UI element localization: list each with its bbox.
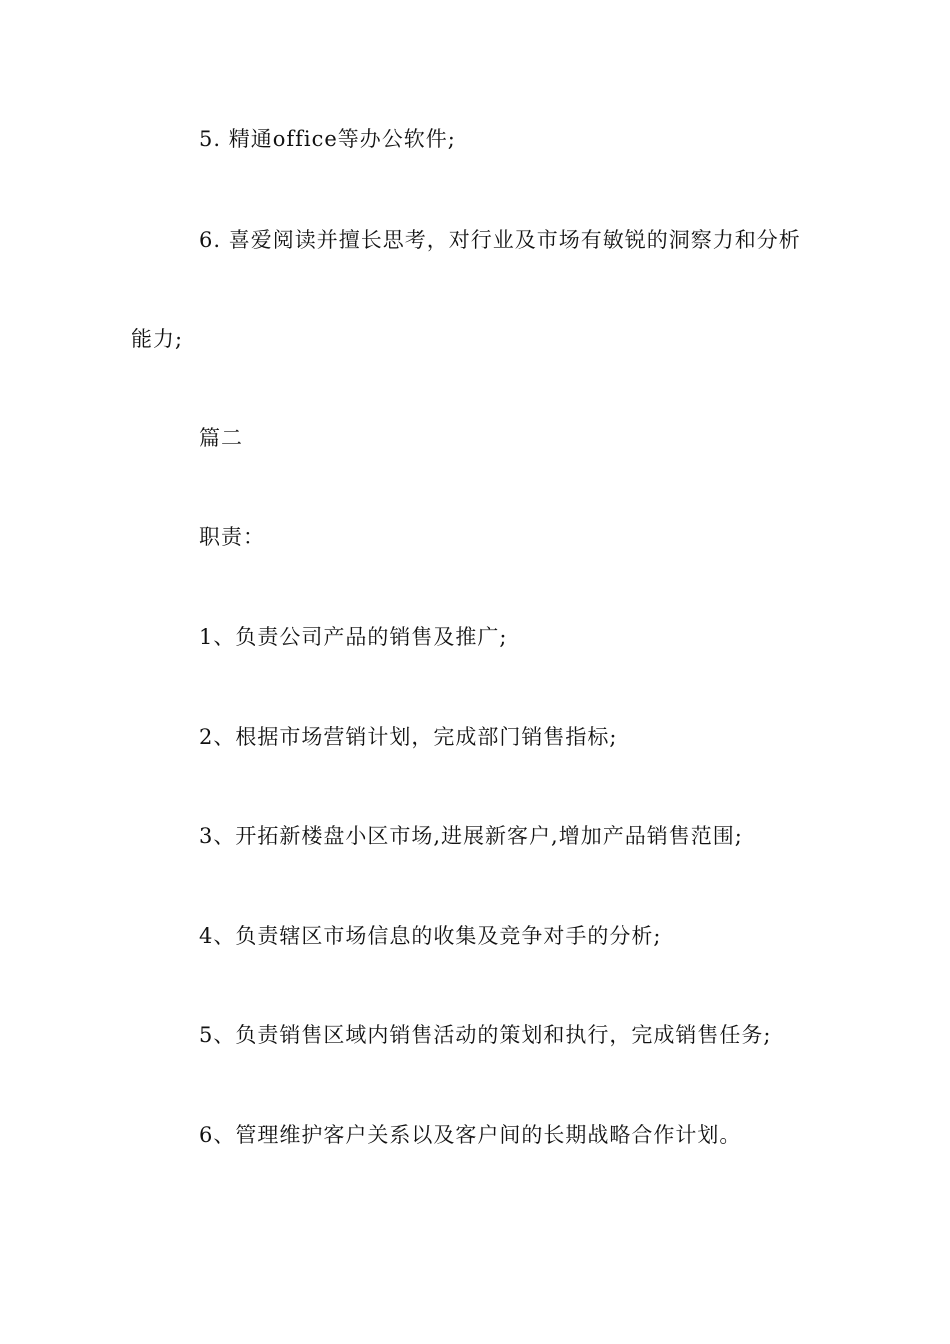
section-heading: 篇二 [199,426,243,450]
paragraph-requirement-6-continued: 能力; [131,327,184,351]
paragraph-requirement-5: 5. 精通office等办公软件; [199,127,456,151]
duties-label: 职责： [199,525,265,549]
duty-item-3: 3、开拓新楼盘小区市场,进展新客户,增加产品销售范围; [199,824,743,848]
duty-item-1: 1、负责公司产品的销售及推广; [199,625,508,649]
duty-item-4: 4、负责辖区市场信息的收集及竞争对手的分析; [199,924,662,948]
duty-item-2: 2、根据市场营销计划，完成部门销售指标; [199,725,618,749]
duty-item-5: 5、负责销售区域内销售活动的策划和执行，完成销售任务; [199,1023,772,1047]
duty-item-6: 6、管理维护客户关系以及客户间的长期战略合作计划。 [199,1123,742,1147]
paragraph-requirement-6: 6. 喜爱阅读并擅长思考，对行业及市场有敏锐的洞察力和分析 [199,228,801,252]
